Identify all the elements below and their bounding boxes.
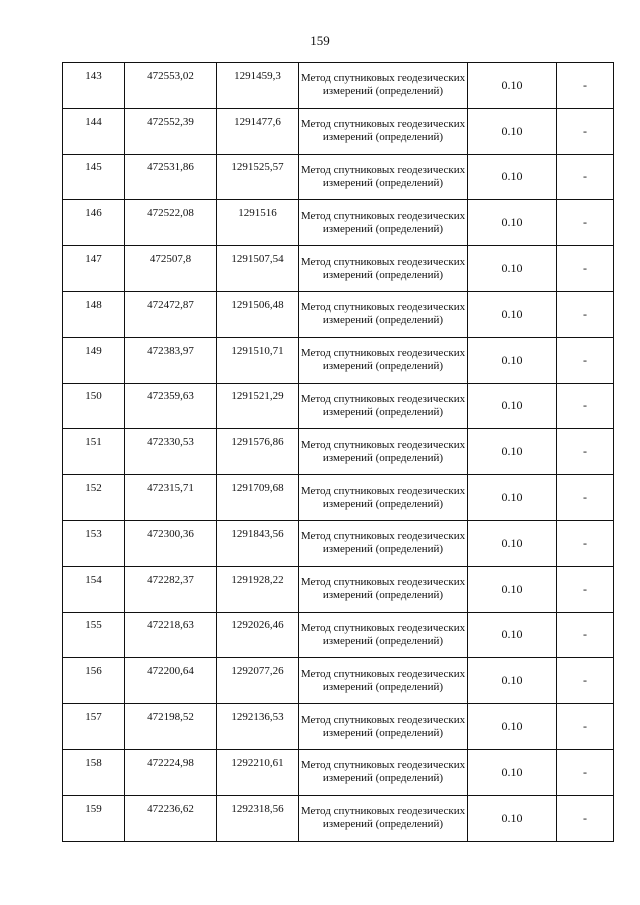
precision-cell: 0.10 xyxy=(468,749,557,795)
x-coordinate-cell-text: 472218,63 xyxy=(147,619,194,632)
table-row xyxy=(63,795,614,841)
y-coordinate-cell-text: 1291459,3 xyxy=(234,69,281,82)
y-coordinate-cell-text: 1291516 xyxy=(238,207,277,220)
coordinates-table-body xyxy=(63,63,614,842)
note-cell: - xyxy=(557,566,614,612)
method-cell: Метод спутниковых геодезических измерений (определений) xyxy=(299,795,468,841)
x-coordinate-cell xyxy=(125,108,217,154)
point-number-cell xyxy=(63,63,125,109)
note-cell: - xyxy=(557,291,614,337)
note-cell: - xyxy=(557,246,614,292)
y-coordinate-cell-text: 1291525,57 xyxy=(231,161,284,174)
precision-cell: 0.10 xyxy=(468,475,557,521)
x-coordinate-cell xyxy=(125,154,217,200)
point-number-cell xyxy=(63,200,125,246)
point-number-cell-text: 153 xyxy=(85,527,102,540)
y-coordinate-cell-text: 1292136,53 xyxy=(231,711,284,724)
y-coordinate-cell xyxy=(217,246,299,292)
y-coordinate-cell-text: 1291506,48 xyxy=(231,298,284,311)
precision-cell: 0.10 xyxy=(468,246,557,292)
page-number: 159 xyxy=(310,33,330,48)
note-cell: - xyxy=(557,475,614,521)
coordinates-table xyxy=(62,62,614,842)
y-coordinate-cell-text: 1292077,26 xyxy=(231,665,284,678)
table-row xyxy=(63,200,614,246)
point-number-cell-text: 157 xyxy=(85,711,102,724)
y-coordinate-cell-text: 1292210,61 xyxy=(231,756,284,769)
precision-cell: 0.10 xyxy=(468,337,557,383)
x-coordinate-cell xyxy=(125,200,217,246)
method-cell: Метод спутниковых геодезических измерений (определений) xyxy=(299,337,468,383)
y-coordinate-cell xyxy=(217,749,299,795)
y-coordinate-cell xyxy=(217,200,299,246)
point-number-cell xyxy=(63,429,125,475)
x-coordinate-cell-text: 472552,39 xyxy=(147,115,194,128)
point-number-cell-text: 151 xyxy=(85,436,102,449)
note-cell: - xyxy=(557,520,614,566)
table-row xyxy=(63,154,614,200)
x-coordinate-cell xyxy=(125,704,217,750)
table-row xyxy=(63,658,614,704)
y-coordinate-cell xyxy=(217,520,299,566)
y-coordinate-cell-text: 1292318,56 xyxy=(231,802,284,815)
point-number-cell xyxy=(63,566,125,612)
point-number-cell-text: 158 xyxy=(85,756,102,769)
method-cell: Метод спутниковых геодезических измерений (определений) xyxy=(299,291,468,337)
precision-cell: 0.10 xyxy=(468,612,557,658)
method-cell: Метод спутниковых геодезических измерений (определений) xyxy=(299,749,468,795)
x-coordinate-cell xyxy=(125,337,217,383)
y-coordinate-cell xyxy=(217,291,299,337)
y-coordinate-cell xyxy=(217,795,299,841)
x-coordinate-cell-text: 472472,87 xyxy=(147,298,194,311)
x-coordinate-cell-text: 472531,86 xyxy=(147,161,194,174)
y-coordinate-cell-text: 1291709,68 xyxy=(231,482,284,495)
point-number-cell xyxy=(63,749,125,795)
y-coordinate-cell xyxy=(217,63,299,109)
x-coordinate-cell-text: 472282,37 xyxy=(147,573,194,586)
point-number-cell xyxy=(63,520,125,566)
method-cell: Метод спутниковых геодезических измерений (определений) xyxy=(299,429,468,475)
x-coordinate-cell-text: 472359,63 xyxy=(147,390,194,403)
precision-cell: 0.10 xyxy=(468,795,557,841)
point-number-cell-text: 152 xyxy=(85,482,102,495)
point-number-cell xyxy=(63,108,125,154)
precision-cell: 0.10 xyxy=(468,658,557,704)
table-row xyxy=(63,566,614,612)
x-coordinate-cell xyxy=(125,795,217,841)
x-coordinate-cell xyxy=(125,291,217,337)
y-coordinate-cell-text: 1291521,29 xyxy=(231,390,284,403)
x-coordinate-cell-text: 472553,02 xyxy=(147,69,194,82)
y-coordinate-cell-text: 1291576,86 xyxy=(231,436,284,449)
method-cell: Метод спутниковых геодезических измерений (определений) xyxy=(299,108,468,154)
y-coordinate-cell xyxy=(217,612,299,658)
table-row xyxy=(63,383,614,429)
table-row xyxy=(63,704,614,750)
y-coordinate-cell xyxy=(217,475,299,521)
precision-cell: 0.10 xyxy=(468,383,557,429)
point-number-cell-text: 159 xyxy=(85,802,102,815)
y-coordinate-cell xyxy=(217,658,299,704)
method-cell: Метод спутниковых геодезических измерений (определений) xyxy=(299,475,468,521)
point-number-cell-text: 155 xyxy=(85,619,102,632)
x-coordinate-cell-text: 472507,8 xyxy=(149,253,192,266)
method-cell: Метод спутниковых геодезических измерений (определений) xyxy=(299,246,468,292)
x-coordinate-cell xyxy=(125,520,217,566)
method-cell: Метод спутниковых геодезических измерений (определений) xyxy=(299,63,468,109)
y-coordinate-cell xyxy=(217,429,299,475)
method-cell: Метод спутниковых геодезических измерений (определений) xyxy=(299,612,468,658)
point-number-cell xyxy=(63,246,125,292)
point-number-cell-text: 147 xyxy=(85,253,102,266)
x-coordinate-cell-text: 472300,36 xyxy=(147,527,194,540)
method-cell: Метод спутниковых геодезических измерений (определений) xyxy=(299,658,468,704)
method-cell: Метод спутниковых геодезических измерений (определений) xyxy=(299,520,468,566)
x-coordinate-cell xyxy=(125,612,217,658)
x-coordinate-cell xyxy=(125,246,217,292)
table-row xyxy=(63,612,614,658)
table-row xyxy=(63,429,614,475)
note-cell: - xyxy=(557,108,614,154)
note-cell: - xyxy=(557,200,614,246)
table-row xyxy=(63,246,614,292)
point-number-cell xyxy=(63,337,125,383)
table-row xyxy=(63,63,614,109)
point-number-cell-text: 143 xyxy=(85,69,102,82)
x-coordinate-cell xyxy=(125,566,217,612)
y-coordinate-cell-text: 1291843,56 xyxy=(231,527,284,540)
precision-cell: 0.10 xyxy=(468,63,557,109)
precision-cell: 0.10 xyxy=(468,429,557,475)
precision-cell: 0.10 xyxy=(468,154,557,200)
note-cell: - xyxy=(557,337,614,383)
x-coordinate-cell xyxy=(125,475,217,521)
y-coordinate-cell xyxy=(217,566,299,612)
point-number-cell-text: 154 xyxy=(85,573,102,586)
table-row xyxy=(63,337,614,383)
precision-cell: 0.10 xyxy=(468,704,557,750)
table-row xyxy=(63,749,614,795)
point-number-cell-text: 149 xyxy=(85,344,102,357)
y-coordinate-cell xyxy=(217,337,299,383)
method-cell: Метод спутниковых геодезических измерений (определений) xyxy=(299,383,468,429)
table-row xyxy=(63,475,614,521)
point-number-cell-text: 144 xyxy=(85,115,102,128)
note-cell: - xyxy=(557,63,614,109)
note-cell: - xyxy=(557,749,614,795)
y-coordinate-cell xyxy=(217,383,299,429)
note-cell: - xyxy=(557,795,614,841)
point-number-cell-text: 148 xyxy=(85,298,102,311)
x-coordinate-cell xyxy=(125,429,217,475)
y-coordinate-cell xyxy=(217,108,299,154)
note-cell: - xyxy=(557,704,614,750)
x-coordinate-cell-text: 472330,53 xyxy=(147,436,194,449)
y-coordinate-cell-text: 1291507,54 xyxy=(231,253,284,266)
note-cell: - xyxy=(557,658,614,704)
point-number-cell xyxy=(63,612,125,658)
note-cell: - xyxy=(557,612,614,658)
point-number-cell xyxy=(63,383,125,429)
y-coordinate-cell-text: 1291477,6 xyxy=(234,115,281,128)
y-coordinate-cell xyxy=(217,154,299,200)
point-number-cell-text: 150 xyxy=(85,390,102,403)
table-row xyxy=(63,291,614,337)
note-cell: - xyxy=(557,154,614,200)
precision-cell: 0.10 xyxy=(468,520,557,566)
point-number-cell xyxy=(63,154,125,200)
y-coordinate-cell-text: 1291510,71 xyxy=(231,344,284,357)
precision-cell: 0.10 xyxy=(468,108,557,154)
x-coordinate-cell-text: 472224,98 xyxy=(147,756,194,769)
method-cell: Метод спутниковых геодезических измерений (определений) xyxy=(299,704,468,750)
x-coordinate-cell-text: 472315,71 xyxy=(147,482,194,495)
table-row xyxy=(63,108,614,154)
y-coordinate-cell-text: 1291928,22 xyxy=(231,573,284,586)
y-coordinate-cell xyxy=(217,704,299,750)
x-coordinate-cell-text: 472198,52 xyxy=(147,711,194,724)
x-coordinate-cell xyxy=(125,749,217,795)
x-coordinate-cell-text: 472522,08 xyxy=(147,207,194,220)
point-number-cell xyxy=(63,795,125,841)
point-number-cell-text: 156 xyxy=(85,665,102,678)
y-coordinate-cell-text: 1292026,46 xyxy=(231,619,284,632)
table-row xyxy=(63,520,614,566)
point-number-cell xyxy=(63,704,125,750)
x-coordinate-cell xyxy=(125,63,217,109)
point-number-cell-text: 146 xyxy=(85,207,102,220)
x-coordinate-cell-text: 472383,97 xyxy=(147,344,194,357)
note-cell: - xyxy=(557,383,614,429)
point-number-cell xyxy=(63,291,125,337)
precision-cell: 0.10 xyxy=(468,566,557,612)
note-cell: - xyxy=(557,429,614,475)
method-cell: Метод спутниковых геодезических измерений (определений) xyxy=(299,200,468,246)
point-number-cell-text: 145 xyxy=(85,161,102,174)
precision-cell: 0.10 xyxy=(468,291,557,337)
method-cell: Метод спутниковых геодезических измерений (определений) xyxy=(299,154,468,200)
x-coordinate-cell-text: 472236,62 xyxy=(147,802,194,815)
method-cell: Метод спутниковых геодезических измерений (определений) xyxy=(299,566,468,612)
point-number-cell xyxy=(63,658,125,704)
x-coordinate-cell-text: 472200,64 xyxy=(147,665,194,678)
x-coordinate-cell xyxy=(125,658,217,704)
x-coordinate-cell xyxy=(125,383,217,429)
point-number-cell xyxy=(63,475,125,521)
precision-cell: 0.10 xyxy=(468,200,557,246)
